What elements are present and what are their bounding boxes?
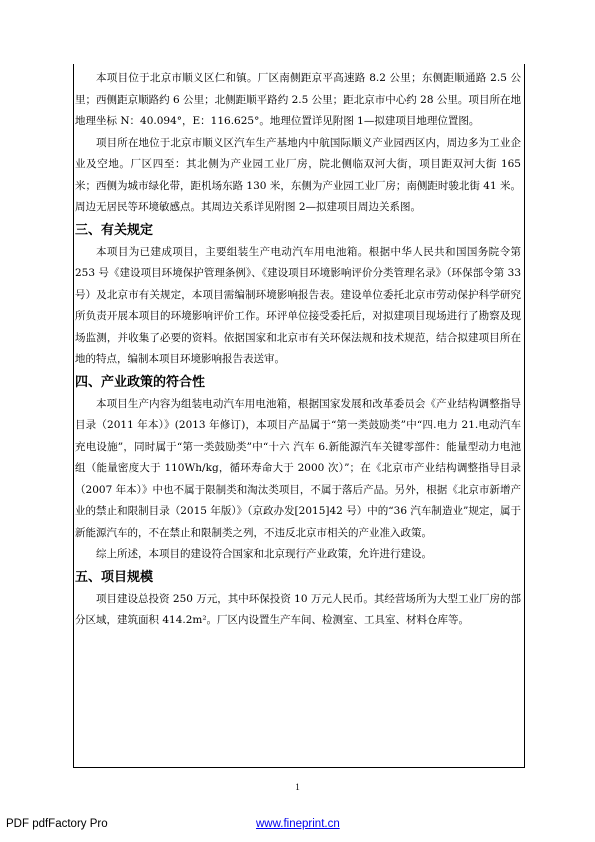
heading-regulations: 三、有关规定 — [75, 222, 154, 238]
document-body — [75, 68, 521, 632]
heading-policy: 四、产业政策的符合性 — [75, 374, 206, 390]
paragraph-scale-1: 项目建设总投资 250 万元，其中环保投资 10 万元人民币。其经营场所为大型工业厂房的部分区域，建筑面积 414.2m²。厂区内设置生产车间、检测室、工具室、材料仓库等。 — [75, 592, 521, 626]
paragraph-location-1: 本项目位于北京市顺义区仁和镇。厂区南侧距京平高速路 8.2 公里；东侧距顺通路 2.5 公里；西侧距京顺路约 6 公里；北侧距顺平路约 2.5 公里；距北京市中心约 28 公里。项目所在地地理坐标 N：40.094°，E：116.625°。地理位置详见附图 1—拟建项目地理位置图。 — [75, 72, 521, 127]
paragraph-policy-2: 综上所述，本项目的建设符合国家和北京现行产业政策，允许进行建设。 — [96, 548, 432, 560]
heading-scale: 五、项目规模 — [75, 569, 154, 585]
paragraph-regulations: 本项目为已建成项目，主要组装生产电动汽车用电池箱。根据中华人民共和国国务院令第 253 号《建设项目环境保护管理条例》、《建设项目环境影响评价分类管理名录》（环保部令第 33 号）及北京市有关规定，本项目需编制环境影响报告表。建设单位委托北京市劳动保护科学研究所负责开展本项目的环境影响评价工作。环评单位接受委托后，对拟建项目现场进行了勘察及现场监测，并收集了必要的资料。依据国家和北京市有关环保法规和技术规范，结合拟建项目所在地的特点，编制本项目环境影响报告表送审。 — [75, 245, 521, 365]
pdf-factory-label: PDF pdfFactory Pro — [6, 818, 108, 830]
paragraph-policy-1: 本项目生产内容为组装电动汽车用电池箱，根据国家发展和改革委员会《产业结构调整指导目录（2011 年本）》(2013 年修订)，本项目产品属于“第一类鼓励类”中“四.电力 21.电动汽车充电设施”，同时属于“第一类鼓励类”中“十六 汽车 6.新能源汽车关键零部件：能量型动力电池组（能量密度大于 110Wh/kg，循环寿命大于 2000 次）”；在《北京市产业结构调整指导目录（2007 年本）》中也不属于限制类和淘汰类项目，不属于落后产品。另外，根据《北京市新增产业的禁止和限制目录（2015 年版）》（京政办发[2015]42 号）中的“36 汽车制造业”规定，属于新能源汽车的，不在禁止和限制类之列，不违反北京市相关的产业准入政策。 — [75, 397, 521, 539]
fineprint-link[interactable]: www.fineprint.cn — [256, 818, 340, 830]
page-number: 1 — [295, 782, 300, 792]
paragraph-location-2: 项目所在地位于北京市顺义区汽车生产基地内中航国际顺义产业园西区内，周边多为工业企业及空地。厂区四至：其北侧为产业园工业厂房，院北侧临双河大街，项目距双河大街 165 米；西侧为城市绿化带，距机场东路 130 米，东侧为产业园工业厂房；南侧距时骏北街 41 米。周边无居民等环境敏感点。其周边关系详见附图 2—拟建项目周边关系图。 — [75, 136, 521, 213]
